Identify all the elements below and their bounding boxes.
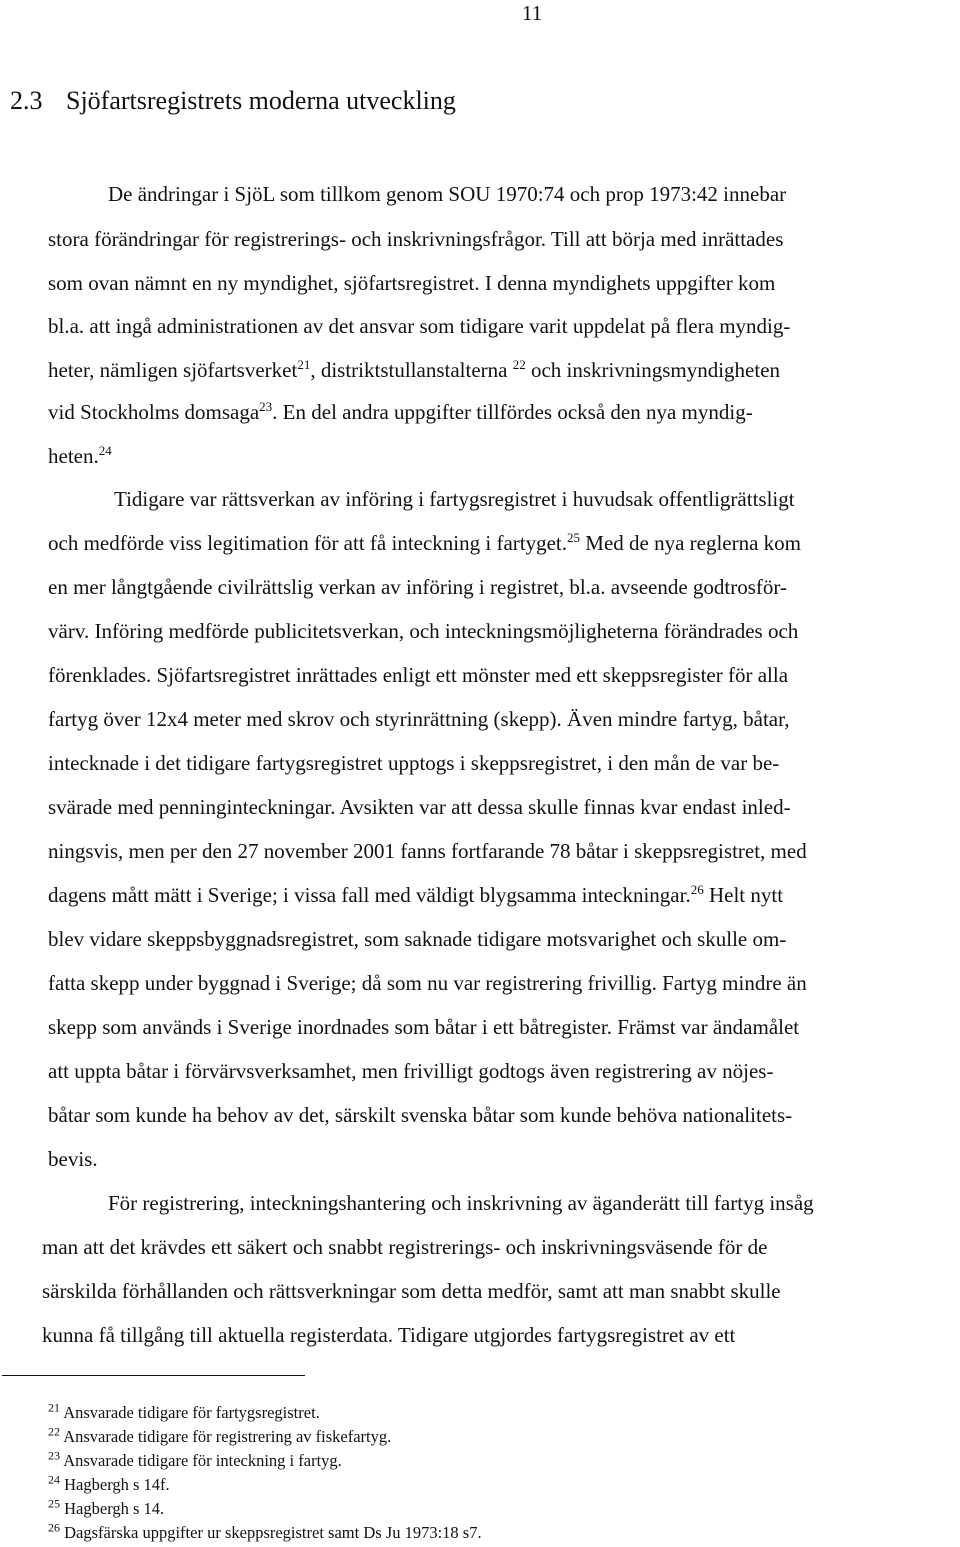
text-line: att uppta båtar i förvärvsverksamhet, men frivilligt godtogs även registrering av nöjes-: [48, 1059, 774, 1083]
footnote-reference: 24: [98, 443, 112, 458]
text-line: dagens mått mätt i Sverige; i vissa fall med väldigt blygsamma inteckningar.$^{26}$ Helt nytt: [48, 882, 784, 907]
footnote-number: 26: [48, 1520, 60, 1535]
text-line: heter, nämligen sjöfartsverket$^{21}$, distriktstullanstalterna $^{22}$ och inskrivningsmyndigheten: [48, 357, 781, 382]
text-line: och medförde viss legitimation för att få inteckning i fartyget.$^{25}$ Med de nya reglerna kom: [48, 530, 802, 555]
text-line: stora förändringar för registrerings- och inskrivningsfrågor. Till att börja med inrättades: [48, 227, 784, 251]
text-line: blev vidare skeppsbyggnadsregistret, som saknade tidigare motsvarighet och skulle om-: [48, 927, 787, 951]
footnote-reference: 22: [512, 357, 526, 372]
footnote: [48, 1400, 320, 1423]
section-heading: [10, 86, 456, 116]
text-line: man att det krävdes ett säkert och snabbt registrerings- och inskrivningsväsende för de: [42, 1235, 768, 1259]
page-number: 11: [522, 1, 543, 25]
section-number: 2.3: [10, 86, 43, 115]
footnote-text: Hagbergh s 14.: [64, 1499, 165, 1518]
footnote: [48, 1448, 342, 1471]
footnote: [48, 1424, 392, 1447]
section-title: Sjöfartsregistrets moderna utveckling: [66, 86, 456, 115]
footnote-number: 22: [48, 1424, 60, 1439]
text-line: bl.a. att ingå administrationen av det ansvar som tidigare varit uppdelat på flera myndig-: [48, 314, 791, 338]
text-line: fartyg över 12x4 meter med skrov och styrinrättning (skepp). Även mindre fartyg, båtar,: [48, 707, 790, 731]
text-line: fatta skepp under byggnad i Sverige; då som nu var registrering frivillig. Fartyg mindre än: [48, 971, 807, 995]
text-line: bevis.: [48, 1147, 98, 1171]
text-line: kunna få tillgång till aktuella registerdata. Tidigare utgjordes fartygsregistret av ett: [42, 1323, 736, 1347]
footnote: [48, 1496, 165, 1519]
footnote: [48, 1472, 170, 1495]
text-line: särskilda förhållanden och rättsverkningar som detta medför, samt att man snabbt skulle: [42, 1279, 781, 1303]
footnote-text: Ansvarade tidigare för registrering av fiskefartyg.: [63, 1427, 392, 1446]
text-line: heten.$^{24}$: [48, 443, 112, 468]
text-line: Tidigare var rättsverkan av införing i fartygsregistret i huvudsak offentligrättsligt: [114, 487, 795, 511]
footnote-reference: 21: [297, 357, 311, 372]
text-line: svärade med penninginteckningar. Avsikten var att dessa skulle finnas kvar endast inled-: [48, 795, 791, 819]
text-line: De ändringar i SjöL som tillkom genom SOU 1970:74 och prop 1973:42 innebar: [108, 182, 787, 206]
text-line: vid Stockholms domsaga$^{23}$. En del andra uppgifter tillfördes också den nya myndig-: [48, 399, 753, 424]
text-line: förenklades. Sjöfartsregistret inrättades enligt ett mönster med ett skeppsregister för alla: [48, 663, 789, 687]
footnote-separator: [2, 1375, 305, 1376]
text-line: ningsvis, men per den 27 november 2001 fanns fortfarande 78 båtar i skeppsregistret, med: [48, 839, 807, 863]
text-line: intecknade i det tidigare fartygsregistret upptogs i skeppsregistret, i den mån de var be-: [48, 751, 780, 775]
footnote-reference: 25: [567, 530, 581, 545]
footnote: [48, 1520, 482, 1543]
footnote-reference: 26: [690, 882, 704, 897]
footnote-text: Hagbergh s 14f.: [64, 1475, 170, 1494]
text-line: som ovan nämnt en ny myndighet, sjöfartsregistret. I denna myndighets uppgifter kom: [48, 271, 776, 295]
text-line: värv. Införing medförde publicitetsverkan, och inteckningsmöjligheterna förändrades och: [48, 619, 799, 643]
footnote-text: Ansvarade tidigare för inteckning i fartyg.: [63, 1451, 342, 1470]
text-line: För registrering, inteckningshantering och inskrivning av äganderätt till fartyg insåg: [108, 1191, 814, 1215]
footnote-number: 23: [48, 1448, 60, 1463]
footnote-number: 24: [48, 1472, 60, 1487]
text-line: en mer långtgående civilrättslig verkan av införing i registret, bl.a. avseende godtrosför-: [48, 575, 787, 599]
footnote-text: Dagsfärska uppgifter ur skeppsregistret samt Ds Ju 1973:18 s7.: [64, 1523, 482, 1542]
text-line: skepp som används i Sverige inordnades som båtar i ett båtregister. Främst var ändamålet: [48, 1015, 800, 1039]
footnote-reference: 23: [259, 399, 273, 414]
text-line: båtar som kunde ha behov av det, särskilt svenska båtar som kunde behöva nationalitets-: [48, 1103, 793, 1127]
footnote-number: 25: [48, 1496, 60, 1511]
footnote-text: Ansvarade tidigare för fartygsregistret.: [63, 1403, 320, 1422]
footnote-number: 21: [48, 1400, 60, 1415]
